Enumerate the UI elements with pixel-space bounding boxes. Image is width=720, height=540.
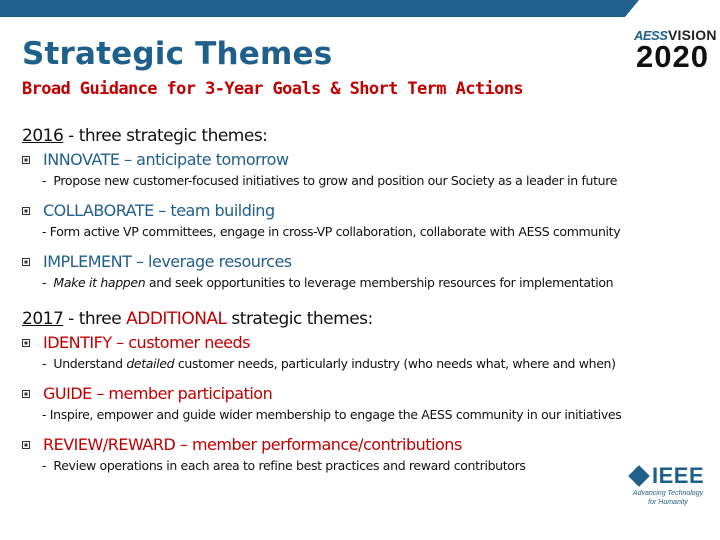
theme-detail-text: customer needs, particularly industry (who needs what, where and when) [174,356,616,371]
square-bullet-icon [22,156,30,164]
slide-body [22,124,712,484]
theme-detail-text: and seek opportunities to leverage membership resources for implementation [145,275,614,290]
theme-detail: - Propose new customer-focused initiatives to grow and position our Society as a leader in future [42,173,618,188]
page-subtitle: Broad Guidance for 3-Year Goals & Short Term Actions [22,79,524,99]
theme-item [22,433,712,456]
theme-detail-text: Propose new customer-focused initiatives to grow and position our Society as a leader in future [53,173,618,188]
logo-year-text: 2020 [636,39,709,74]
section-2016-year: 2016 [22,126,64,146]
theme-detail: - Make it happen and seek opportunities to leverage membership resources for implementation [42,275,614,290]
theme-detail-text: Understand [53,356,127,371]
logo-vision-text: VISION [668,27,717,43]
section-2017-heading-accent: ADDITIONAL [126,309,227,329]
section-2017-heading-mid: - three [63,309,127,329]
section-2017-heading-text: strategic themes: [226,309,373,329]
top-band-notch [625,0,720,17]
section-2016-heading-text: - three strategic themes: [63,126,268,146]
theme-label: GUIDE – member participation [43,384,273,403]
theme-detail-text: Inspire, empower and guide wider membership to engage the AESS community in our initiatives [49,407,622,422]
theme-item [22,199,712,222]
ieee-tagline-line-1: Advancing Technology [632,490,704,497]
ieee-diamond-icon [628,465,650,487]
theme-detail-text: Review operations in each area to refine best practices and reward contributors [53,458,526,473]
ieee-tagline-line-2: for Humanity [648,499,688,506]
theme-item [22,382,712,405]
top-band [0,0,720,17]
section-2017-heading [22,307,712,331]
ieee-logo-word: IEEE [652,463,705,488]
section-2017-year: 2017 [22,309,64,329]
square-bullet-icon [22,441,30,449]
theme-item [22,331,712,354]
page-title: Strategic Themes [22,36,333,72]
theme-detail: - Review operations in each area to refine best practices and reward contributors [42,458,526,473]
square-bullet-icon [22,207,30,215]
ieee-logo [628,465,708,513]
theme-item [22,148,712,171]
aess-vision-2020-logo [630,22,716,74]
theme-detail-text: Form active VP committees, engage in cross-VP collaboration, collaborate with AESS community [49,224,621,239]
logo-aess-text: AESS [634,28,668,43]
theme-detail-emphasis: Make it happen [53,275,146,290]
theme-detail: - Inspire, empower and guide wider membership to engage the AESS community in our initiatives [42,407,622,422]
theme-detail: - Understand detailed customer needs, particularly industry (who needs what, where and when) [42,356,616,371]
theme-label: COLLABORATE – team building [43,201,275,220]
theme-label: REVIEW/REWARD – member performance/contributions [43,435,462,454]
theme-label: IMPLEMENT – leverage resources [43,252,292,271]
theme-item [22,250,712,273]
square-bullet-icon [22,390,30,398]
theme-label: INNOVATE – anticipate tomorrow [43,150,289,169]
theme-label: IDENTIFY – customer needs [43,333,251,352]
square-bullet-icon [22,339,30,347]
theme-detail: - Form active VP committees, engage in cross-VP collaboration, collaborate with AESS community [42,224,621,239]
square-bullet-icon [22,258,30,266]
theme-detail-emphasis: detailed [126,356,175,371]
ieee-tagline [628,489,708,507]
section-2016-heading [22,124,712,148]
